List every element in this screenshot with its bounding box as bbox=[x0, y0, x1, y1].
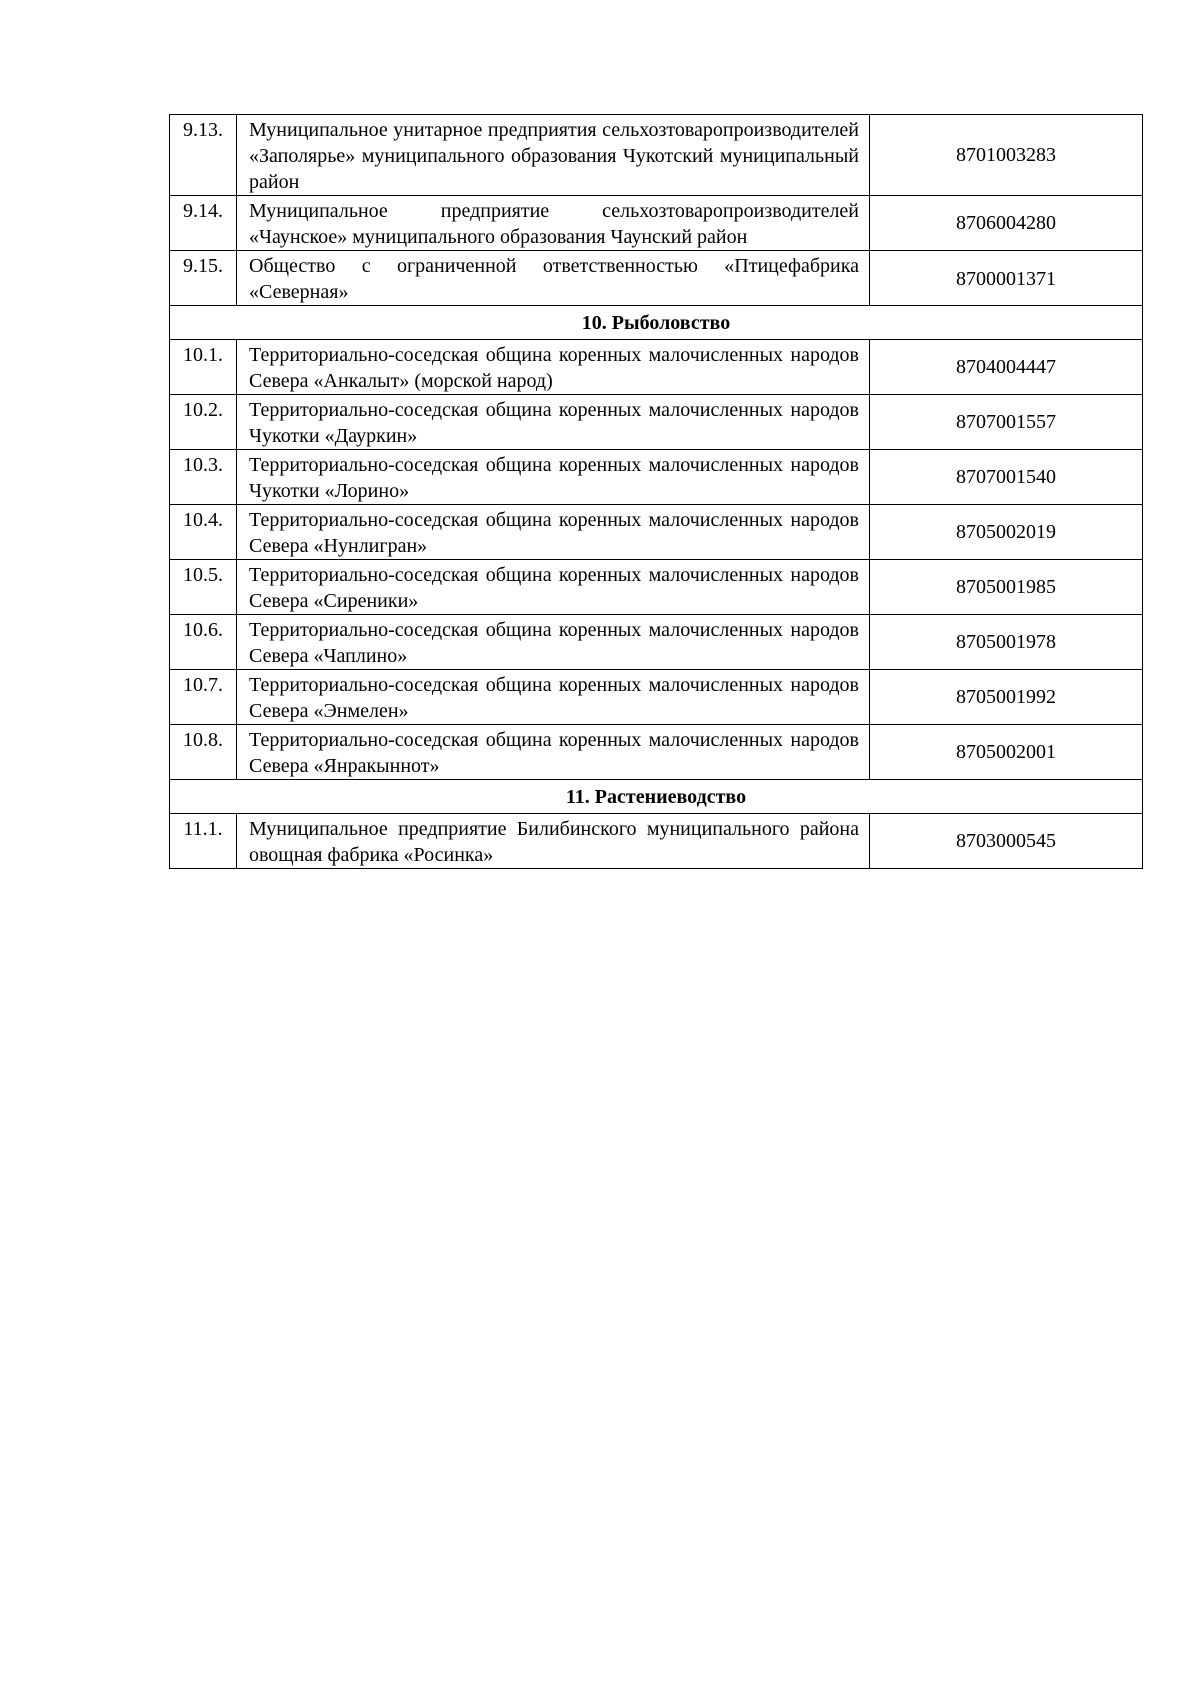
table-row bbox=[170, 725, 1143, 780]
table-row bbox=[170, 450, 1143, 505]
organization-name: Муниципальное предприятие Билибинского муниципального района овощная фабрика «Росинка» bbox=[237, 814, 870, 869]
organization-name: Территориально-соседская община коренных малочисленных народов Севера «Чаплино» bbox=[237, 615, 870, 670]
row-number: 10.8. bbox=[170, 725, 237, 780]
row-number: 10.5. bbox=[170, 560, 237, 615]
organization-name: Территориально-соседская община коренных малочисленных народов Чукотки «Дауркин» bbox=[237, 395, 870, 450]
organization-name: Муниципальное унитарное предприятия сельхозтоваропроизводителей «Заполярье» муниципального образования Чукотский муниципальный район bbox=[237, 115, 870, 196]
table-row bbox=[170, 115, 1143, 196]
row-number: 10.1. bbox=[170, 340, 237, 395]
organization-name: Территориально-соседская община коренных малочисленных народов Севера «Сиреники» bbox=[237, 560, 870, 615]
section-header-row bbox=[170, 306, 1143, 340]
inn-number: 8705001978 bbox=[870, 615, 1143, 670]
table-row bbox=[170, 251, 1143, 306]
enterprise-table bbox=[169, 114, 1143, 869]
row-number: 10.6. bbox=[170, 615, 237, 670]
inn-number: 8705001992 bbox=[870, 670, 1143, 725]
row-number: 10.2. bbox=[170, 395, 237, 450]
organization-name: Общество с ограниченной ответственностью «Птицефабрика «Северная» bbox=[237, 251, 870, 306]
table-row bbox=[170, 670, 1143, 725]
organization-name: Территориально-соседская община коренных малочисленных народов Севера «Нунлигран» bbox=[237, 505, 870, 560]
inn-number: 8705001985 bbox=[870, 560, 1143, 615]
inn-number: 8707001557 bbox=[870, 395, 1143, 450]
table-row bbox=[170, 615, 1143, 670]
organization-name: Муниципальное предприятие сельхозтоваропроизводителей «Чаунское» муниципального образования Чаунский район bbox=[237, 196, 870, 251]
inn-number: 8705002001 bbox=[870, 725, 1143, 780]
table-row bbox=[170, 505, 1143, 560]
organization-name: Территориально-соседская община коренных малочисленных народов Чукотки «Лорино» bbox=[237, 450, 870, 505]
row-number: 9.13. bbox=[170, 115, 237, 196]
inn-number: 8703000545 bbox=[870, 814, 1143, 869]
inn-number: 8704004447 bbox=[870, 340, 1143, 395]
row-number: 10.4. bbox=[170, 505, 237, 560]
organization-name: Территориально-соседская община коренных малочисленных народов Севера «Энмелен» bbox=[237, 670, 870, 725]
section-header-row bbox=[170, 780, 1143, 814]
table-row bbox=[170, 196, 1143, 251]
inn-number: 8700001371 bbox=[870, 251, 1143, 306]
row-number: 11.1. bbox=[170, 814, 237, 869]
row-number: 10.7. bbox=[170, 670, 237, 725]
table-body bbox=[170, 115, 1143, 869]
row-number: 10.3. bbox=[170, 450, 237, 505]
section-title: 11. Растениеводство bbox=[170, 780, 1143, 814]
inn-number: 8706004280 bbox=[870, 196, 1143, 251]
table-row bbox=[170, 560, 1143, 615]
organization-name: Территориально-соседская община коренных малочисленных народов Севера «Янракыннот» bbox=[237, 725, 870, 780]
table-row bbox=[170, 395, 1143, 450]
organization-name: Территориально-соседская община коренных малочисленных народов Севера «Анкалыт» (морской народ) bbox=[237, 340, 870, 395]
inn-number: 8701003283 bbox=[870, 115, 1143, 196]
table-row bbox=[170, 340, 1143, 395]
row-number: 9.15. bbox=[170, 251, 237, 306]
table-row bbox=[170, 814, 1143, 869]
row-number: 9.14. bbox=[170, 196, 237, 251]
inn-number: 8707001540 bbox=[870, 450, 1143, 505]
inn-number: 8705002019 bbox=[870, 505, 1143, 560]
section-title: 10. Рыболовство bbox=[170, 306, 1143, 340]
